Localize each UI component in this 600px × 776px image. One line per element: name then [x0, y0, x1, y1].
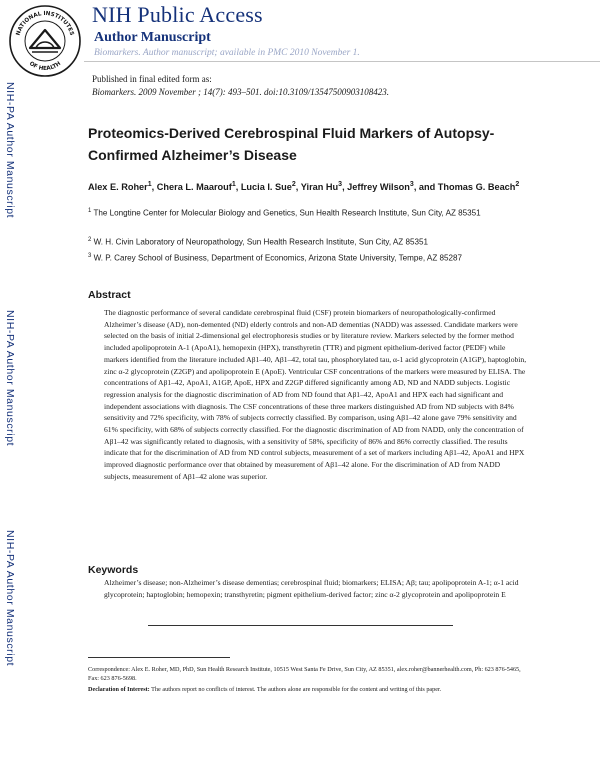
correspondence-footnote: Correspondence: Alex E. Roher, MD, PhD, Sun Health Research Institute, 10515 West Santa Fe Drive, Sun City, AZ 85351, alex.roher@bannerhealth.com, Ph: 623 876-5465, Fax: 623 876-5698. [88, 666, 521, 682]
author-list: Alex E. Roher$^1$, Chera L. Maarouf$^1$, Lucia I. Sue$^2$, Yiran Hu$^3$, Jeffrey Wilson$^3$, and Thomas G. Beach$^2$ [88, 181, 520, 193]
keywords-body: Alzheimer’s disease; non-Alzheimer’s disease dementias; cerebrospinal fluid; biomarkers; ELISA; Aβ; tau; apolipoprotein A-1; α-1 acid glycoprotein; haptoglobin; hemopexin; transthyretin; pigment epithelium-derived factor; zinc α-2 glycoprotein and apolipoprotein E [104, 578, 519, 599]
published-label: Published in final edited form as: [92, 74, 212, 84]
nih-public-access-title: NIH Public Access [92, 2, 263, 27]
footnote-divider [88, 657, 230, 658]
nih-logo [8, 4, 82, 78]
side-banner-middle: NIH-PA Author Manuscript [4, 310, 16, 447]
keywords-divider [148, 625, 453, 626]
abstract-heading: Abstract [88, 289, 131, 301]
abstract-body: The diagnostic performance of several candidate cerebrospinal fluid (CSF) protein biomarkers of neuropathologically-confirmed Alzheimer’s disease (AD), non-demented (ND) elderly controls and non-AD dementias (NADD) was assessed. Candidate markers were selected on the basis of initial 2-dimensional gel electrophoresis studies or by literature review. Markers selected by the former method included apolipoprotein A-1 (ApoA1), hemopexin (HPX), transthyretin (TTR) and pigment epithelium-derived factor (PEDF) while markers identified from the literature included Aβ1–40, Aβ1–42, total tau, phosphorylated tau, α-1 acid glycoprotein (A1GP), haptoglobin, zinc α-2 glycoprotein (Z2GP) and apolipoprotein E (ApoE). Ventricular CSF concentrations of the markers were measured by ELISA. The concentrations of Aβ1–42, ApoA1, A1GP, ApoE, HPX and Z2GP differed significantly among AD, ND and NADD subjects. Logistic regression analysis for the diagnostic discrimination of AD from ND found that Aβ1–42, ApoA1 and HPX each had significant and independent associations with diagnosis. The CSF concentrations of these three markers distinguished AD from ND subjects with 84% sensitivity and 72% specificity, with 78% of subjects correctly classified. By comparison, using Aβ1–42 alone gave 79% sensitivity and 61% specificity, with 68% of subjects correctly classified. For the diagnostic discrimination of AD from NADD, only the concentration of Aβ1–42 was significantly related to diagnosis, with a sensitivity of 58%, specificity of 86% and 86% correctly classified. The results indicate that for the discrimination of AD from ND control subjects, measurement of a set of markers including Aβ1–42, ApoA1 and HPX improved diagnostic performance over that obtained by measurement of Aβ1–42 alone. For the discrimination of AD from NADD subjects, measurement of Aβ1–42 alone was superior. [104, 308, 527, 481]
keywords-heading: Keywords [88, 564, 139, 576]
side-banner-top: NIH-PA Author Manuscript [4, 82, 16, 219]
header-divider [84, 61, 600, 62]
declaration-footnote: Declaration of Interest: The authors report no conflicts of interest. The authors alone are responsible for the content and writing of this paper. [88, 686, 442, 693]
citation: Biomarkers. 2009 November ; 14(7): 493–501. doi:10.3109/13547500903108423. [92, 87, 389, 97]
affiliation-1: $^1$ The Longtine Center for Molecular Biology and Genetics, Sun Health Research Institute, Sun City, AZ 85351 [88, 208, 481, 218]
svg-text:OF HEALTH [28, 61, 62, 72]
affiliation-3: $^3$ W. P. Carey School of Business, Department of Economics, Arizona State University, Tempe, AZ 85287 [88, 253, 463, 263]
title-line-1: Proteomics-Derived Cerebrospinal Fluid Markers of Autopsy- [88, 125, 495, 141]
logo-text-top: NATIONAL INSTITUTES [15, 10, 75, 37]
affiliation-2: $^2$ W. H. Civin Laboratory of Neuropathology, Sun Health Research Institute, Sun City, AZ 85351 [88, 237, 429, 247]
side-banner-bottom: NIH-PA Author Manuscript [4, 530, 16, 667]
paper-title [88, 122, 528, 166]
author-manuscript-subtitle: Author Manuscript [94, 30, 211, 45]
svg-text:NATIONAL INSTITUTES [16, 11, 75, 36]
availability-note: Biomarkers. Author manuscript; available in PMC 2010 November 1. [94, 48, 360, 58]
title-line-2: Confirmed Alzheimer’s Disease [88, 147, 297, 163]
logo-text-bottom: OF HEALTH [27, 60, 63, 73]
